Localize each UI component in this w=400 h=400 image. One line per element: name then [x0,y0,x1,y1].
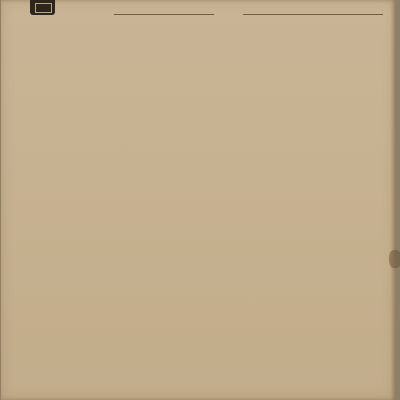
ledger-grid [1,0,395,400]
waybill-form-sheet [1,0,395,400]
